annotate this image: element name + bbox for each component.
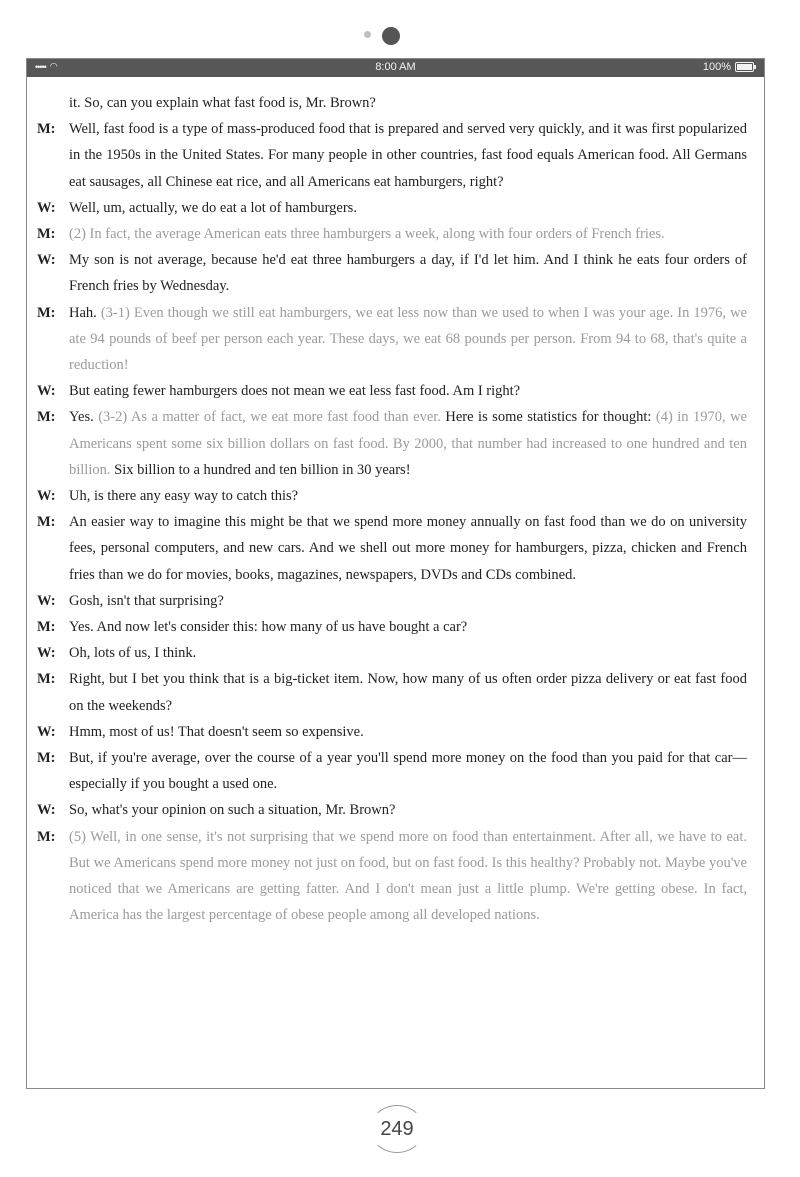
speaker-label: W: bbox=[37, 802, 56, 819]
spoken-text: Six billion to a hundred and ten billion in 30 years! bbox=[110, 461, 411, 478]
battery-percent: 100% bbox=[702, 61, 731, 73]
status-right bbox=[703, 61, 754, 73]
dialogue-text bbox=[69, 300, 747, 379]
spoken-text: Here is some statistics for thought: bbox=[440, 409, 656, 426]
spoken-text: it. So, can you explain what fast food is, Mr. Brown? bbox=[69, 95, 376, 111]
speaker-label: W: bbox=[37, 383, 56, 400]
spoken-text: Gosh, isn't that surprising? bbox=[69, 592, 224, 609]
dialogue-line bbox=[37, 483, 747, 509]
speaker-label: W: bbox=[37, 723, 56, 740]
dialogue-line bbox=[37, 404, 747, 483]
speaker-label: M: bbox=[37, 409, 56, 426]
speaker-label: M: bbox=[37, 619, 56, 636]
status-time: 8:00 AM bbox=[375, 61, 416, 73]
dialogue-text bbox=[69, 116, 747, 195]
speaker-label: M: bbox=[37, 514, 56, 531]
dialogue-line bbox=[37, 378, 747, 404]
dialogue-text bbox=[69, 378, 747, 404]
dialogue-text bbox=[69, 588, 747, 614]
tablet-frame bbox=[26, 58, 765, 1089]
spoken-text: Uh, is there any easy way to catch this? bbox=[69, 488, 299, 505]
dialogue-text bbox=[69, 195, 747, 221]
dialogue-text bbox=[69, 797, 747, 823]
spoken-text: Well, um, actually, we do eat a lot of hamburgers. bbox=[69, 199, 357, 216]
spoken-text: An easier way to imagine this might be that we spend more money annually on fast food than we do on university fees, personal computers, and new cars. And we shell out more money for hamburgers, pizza, chicken and French fries than we do for movies, books, magazines, newspapers, DVDs and CDs combined. bbox=[69, 514, 747, 583]
dialogue-line bbox=[37, 745, 747, 797]
highlighted-answer-text: (3-1) Even though we still eat hamburgers, we eat less now than we used to when I was your age. In 1976, we ate 94 pounds of beef per person each year. These days, we eat 68 pounds per person. From 94 to 68, that's quite a reduction! bbox=[69, 304, 747, 374]
spoken-text: Right, but I bet you think that is a big-ticket item. Now, how many of us often order pizza delivery or eat fast food on the weekends? bbox=[69, 671, 747, 714]
battery-icon bbox=[735, 62, 754, 72]
transcript bbox=[37, 90, 747, 929]
dialogue-line bbox=[37, 719, 747, 745]
camera-icon bbox=[0, 27, 800, 43]
dialogue-line bbox=[37, 195, 747, 221]
spoken-text: Yes. bbox=[69, 409, 99, 426]
speaker-label: W: bbox=[37, 199, 56, 216]
dialogue-line bbox=[37, 509, 747, 588]
speaker-label: M: bbox=[37, 750, 56, 767]
dialogue-text bbox=[69, 824, 747, 929]
dialogue-line bbox=[37, 221, 747, 247]
camera-lens bbox=[382, 27, 400, 45]
dialogue-text bbox=[69, 719, 747, 745]
wifi-icon: ◠ bbox=[49, 61, 58, 71]
highlighted-answer-text: (5) Well, in one sense, it's not surprising that we spend more on food than entertainment. After all, we have to eat. But we Americans spend more money not just on food, but on fast food. Is this healthy? Probably not. Maybe you've noticed that we Americans are getting fatter. And I don't mean just a little plump. We're getting obese. In fact, America has the largest percentage of obese people among all developed nations. bbox=[69, 828, 747, 924]
spoken-text: Oh, lots of us, I think. bbox=[69, 645, 197, 662]
highlighted-answer-text: (3-2) As a matter of fact, we eat more fast food than ever. bbox=[98, 409, 441, 426]
speaker-label: W: bbox=[37, 645, 56, 662]
highlighted-answer-text: (2) In fact, the average American eats three hamburgers a week, along with four orders of French fries. bbox=[69, 226, 665, 243]
signal-dots-icon: ••••• bbox=[35, 61, 46, 72]
dialogue-line bbox=[37, 797, 747, 823]
dialogue-text bbox=[69, 509, 747, 588]
dialogue-line bbox=[37, 247, 747, 299]
page-number: 249 bbox=[370, 1105, 424, 1153]
dialogue-text bbox=[69, 90, 747, 116]
speaker-label: M: bbox=[37, 304, 56, 321]
dialogue-text bbox=[69, 666, 747, 718]
speaker-label: M: bbox=[37, 226, 56, 243]
spoken-text: Yes. And now let's consider this: how many of us have bought a car? bbox=[69, 619, 468, 636]
highlighted-answer-text: (4) in 1970, we Americans spent some six billion dollars on fast food. By 2000, that number had increased to one hundred and ten billion. bbox=[69, 409, 747, 478]
dialogue-text bbox=[69, 614, 747, 640]
camera-dot-small bbox=[364, 31, 371, 38]
dialogue-line bbox=[37, 588, 747, 614]
dialogue-line bbox=[37, 640, 747, 666]
speaker-label: M: bbox=[37, 121, 56, 138]
spoken-text: Hmm, most of us! That doesn't seem so expensive. bbox=[69, 723, 364, 740]
dialogue-text bbox=[69, 640, 747, 666]
speaker-label: M: bbox=[37, 671, 56, 688]
spoken-text: Well, fast food is a type of mass-produced food that is prepared and served very quickly, and it was first popularized in the 1950s in the United States. For many people in other countries, fast food equals American food. All Germans eat sausages, all Chinese eat rice, and all Americans eat hamburgers, right? bbox=[69, 121, 747, 190]
spoken-text: My son is not average, because he'd eat three hamburgers a day, if I'd let him. And I think he eats four orders of French fries by Wednesday. bbox=[69, 252, 747, 295]
dialogue-line bbox=[37, 116, 747, 195]
dialogue-line bbox=[37, 666, 747, 718]
speaker-label: W: bbox=[37, 252, 56, 269]
dialogue-line bbox=[37, 300, 747, 379]
status-bar bbox=[27, 59, 764, 77]
spoken-text: But eating fewer hamburgers does not mean we eat less fast food. Am I right? bbox=[69, 383, 521, 400]
dialogue-text bbox=[69, 221, 747, 247]
dialogue-text bbox=[69, 483, 747, 509]
dialogue-text bbox=[69, 404, 747, 483]
speaker-label: M: bbox=[37, 828, 56, 845]
speaker-label: W: bbox=[37, 592, 56, 609]
speaker-label: W: bbox=[37, 488, 56, 505]
spoken-text: Hah. bbox=[69, 304, 101, 321]
dialogue-text bbox=[69, 247, 747, 299]
dialogue-line bbox=[37, 824, 747, 929]
spoken-text: But, if you're average, over the course of a year you'll spend more money on the food than you paid for that car—especially if you bought a used one. bbox=[69, 750, 747, 793]
dialogue-text bbox=[69, 745, 747, 797]
dialogue-line bbox=[37, 90, 747, 116]
spoken-text: So, what's your opinion on such a situation, Mr. Brown? bbox=[69, 802, 396, 819]
dialogue-line bbox=[37, 614, 747, 640]
speaker-label bbox=[37, 90, 69, 116]
